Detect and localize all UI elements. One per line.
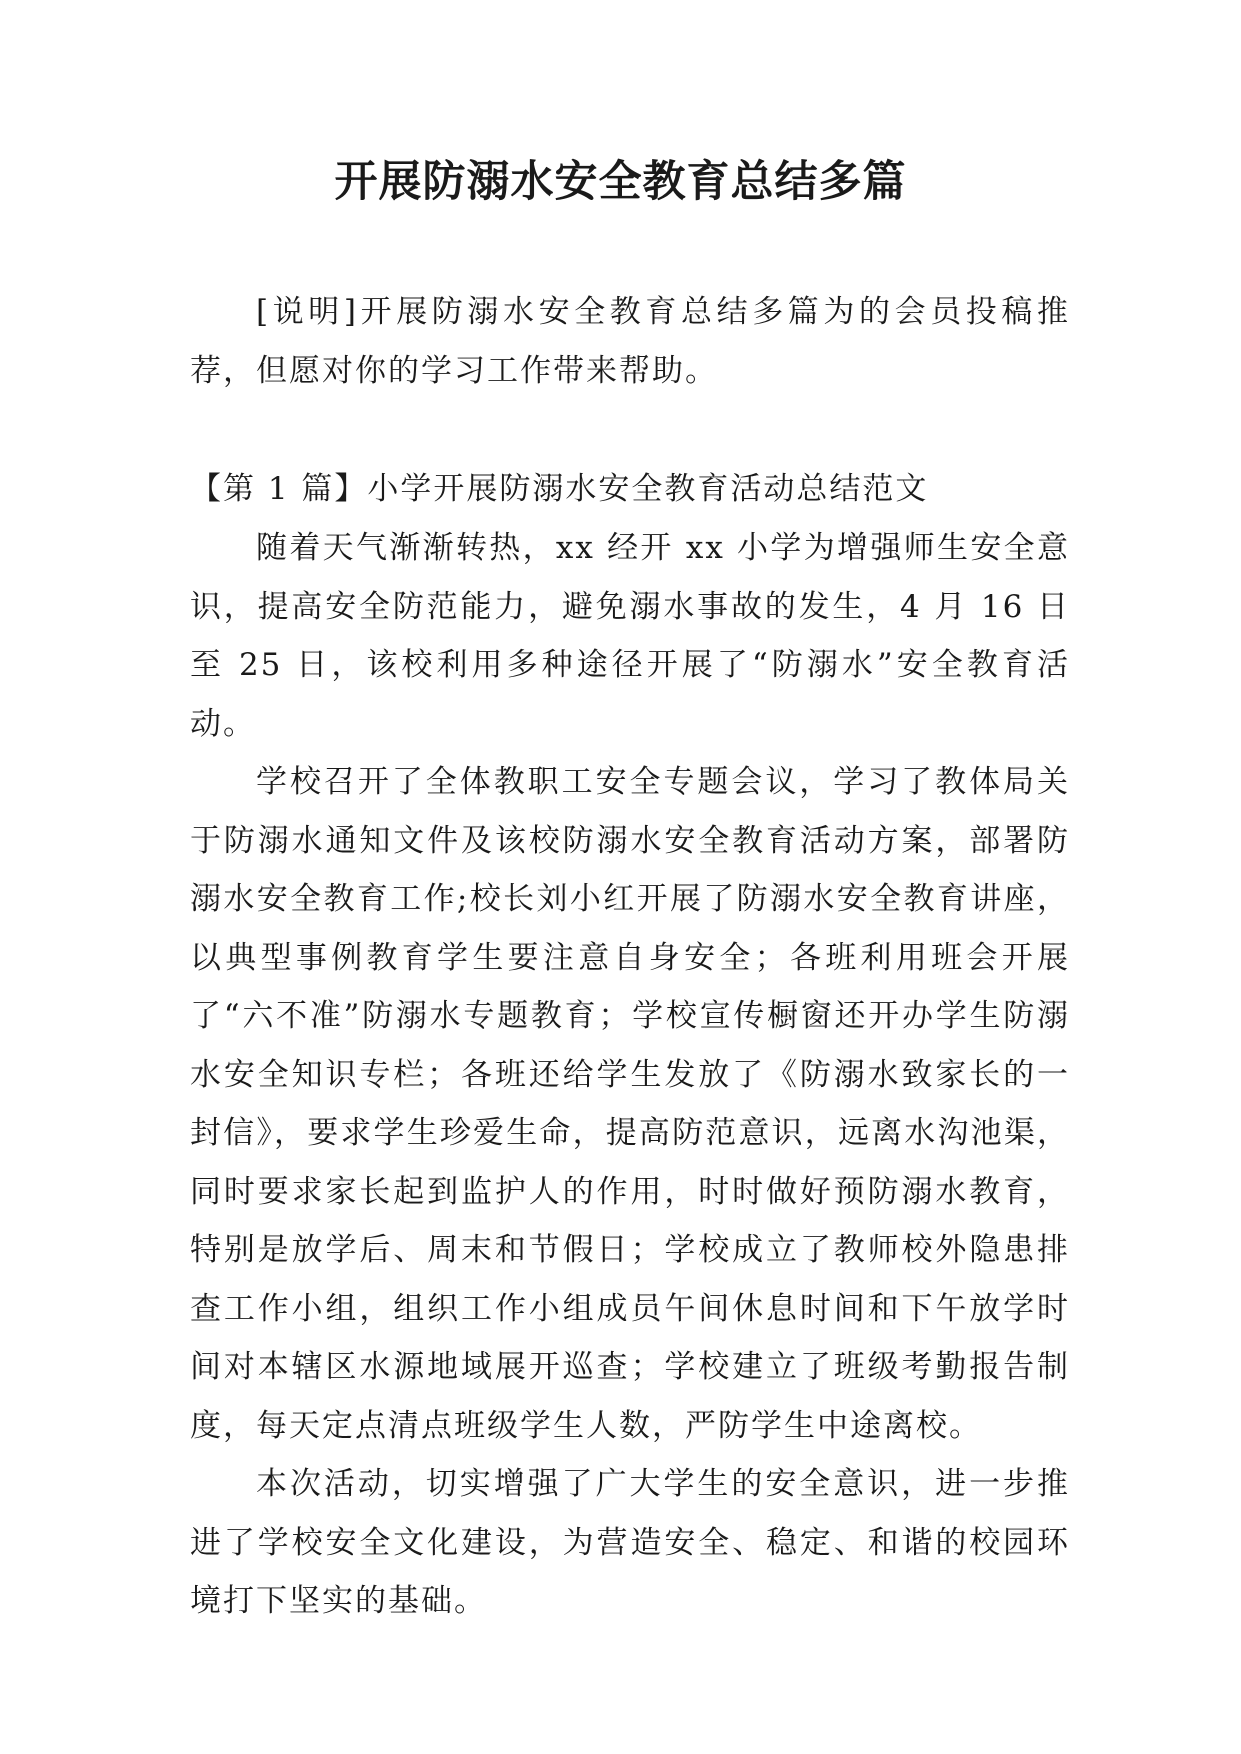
document-title: 开展防溺水安全教育总结多篇 bbox=[334, 157, 907, 207]
article-body bbox=[190, 519, 1070, 1631]
body-paragraph-3: 本次活动，切实增强了广大学生的安全意识，进一步推进了学校安全文化建设，为营造安全、稳定、和谐的校园环境打下坚实的基础。 bbox=[190, 1466, 1070, 1619]
body-paragraph-2: 学校召开了全体教职工安全专题会议，学习了教体局关于防溺水通知文件及该校防溺水安全教育活动方案，部署防溺水安全教育工作;校长刘小红开展了防溺水安全教育讲座，以典型事例教育学生要注意自身安全；各班利用班会开展了“六不准”防溺水专题教育；学校宣传橱窗还开办学生防溺水安全知识专栏；各班还给学生发放了《防溺水致家长的一封信》，要求学生珍爱生命，提高防范意识，远离水沟池渠，同时要求家长起到监护人的作用，时时做好预防溺水教育，特别是放学后、周末和节假日；学校成立了教师校外隐患排查工作小组，组织工作小组成员午间休息时间和下午放学时间对本辖区水源地域展开巡查；学校建立了班级考勤报告制度，每天定点清点班级学生人数，严防学生中途离校。 bbox=[190, 764, 1070, 1444]
section-heading: 【第 1 篇】小学开展防溺水安全教育活动总结范文 bbox=[190, 471, 929, 507]
body-paragraph-1: 随着天气渐渐转热，xx 经开 xx 小学为增强师生安全意识，提高安全防范能力，避免溺水事故的发生，4 月 16 日至 25 日，该校利用多种途径开展了“防溺水”安全教育活动。 bbox=[190, 530, 1070, 742]
intro-paragraph: [说明]开展防溺水安全教育总结多篇为的会员投稿推荐，但愿对你的学习工作带来帮助。 bbox=[190, 294, 1070, 389]
